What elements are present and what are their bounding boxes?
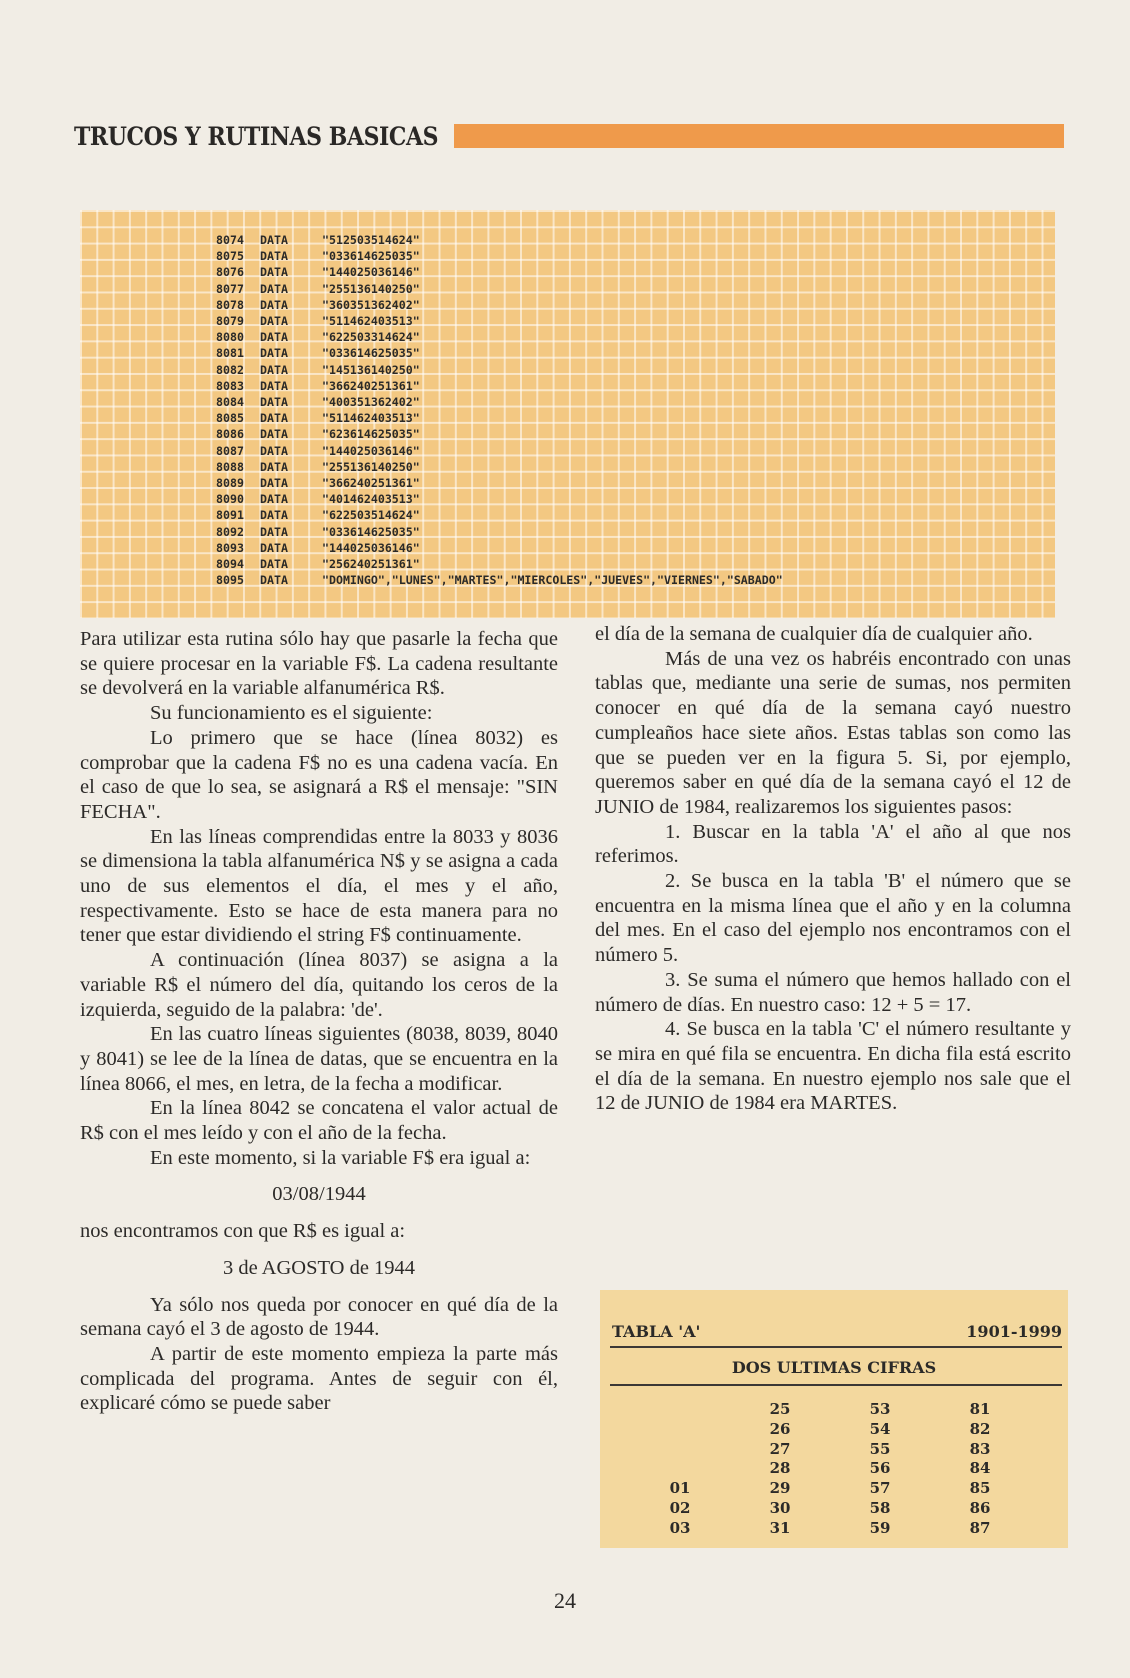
step-item: 3. Se suma el número que hemos hallado con el número de días. En nuestro caso: 12 + 5 = 17. <box>595 968 1071 1016</box>
table-cell: 56 <box>869 1459 891 1478</box>
code-line <box>216 248 783 264</box>
code-value: "401462403513" <box>322 492 420 507</box>
code-line-number: 8077 <box>216 281 244 296</box>
code-line <box>216 297 783 313</box>
code-line <box>216 345 783 361</box>
code-value: "622503314624" <box>322 330 420 345</box>
paragraph: En este momento, si la variable F$ era igual a: <box>150 1146 531 1169</box>
code-keyword: DATA <box>260 524 288 539</box>
code-keyword: DATA <box>260 314 288 329</box>
code-line <box>216 329 783 345</box>
table-cell: 27 <box>769 1439 791 1458</box>
code-line <box>216 475 783 491</box>
code-line <box>216 281 783 297</box>
code-line-number: 8080 <box>216 330 244 345</box>
table-cell: 29 <box>769 1479 791 1498</box>
code-line <box>216 394 783 410</box>
code-keyword: DATA <box>260 378 288 393</box>
table-cell: 53 <box>869 1400 891 1418</box>
code-line-number: 8092 <box>216 524 244 539</box>
code-line-number: 8091 <box>216 508 244 523</box>
code-line-number: 8088 <box>216 459 244 474</box>
table-grid <box>630 1400 1050 1539</box>
code-value: "623614625035" <box>322 427 420 442</box>
code-line-number: 8076 <box>216 265 244 280</box>
table-cell: 54 <box>869 1419 891 1438</box>
code-value: "033614625035" <box>322 346 420 361</box>
code-value: "360351362402" <box>322 297 420 312</box>
code-value: "144025036146" <box>322 265 420 280</box>
paragraph: A partir de este momento empieza la parte más complicada del programa. Antes de seguir con él, explicaré cómo se puede saber <box>80 1342 558 1415</box>
code-line <box>216 556 783 572</box>
section-title: TRUCOS Y RUTINAS BASICAS <box>74 122 439 151</box>
paragraph: nos encontramos con que R$ es igual a: <box>80 1220 406 1243</box>
code-line <box>216 410 783 426</box>
code-value: "400351362402" <box>322 395 420 410</box>
paragraph: En la línea 8042 se concatena el valor actual de R$ con el mes leído y con el año de la fecha. <box>80 1097 558 1145</box>
code-keyword: DATA <box>260 362 288 377</box>
code-line <box>216 313 783 329</box>
code-line <box>216 572 783 588</box>
code-line-number: 8095 <box>216 573 244 588</box>
paragraph: A continuación (línea 8037) se asigna a la variable R$ el número del día, quitando los ceros de la izquierda, seguido de la palabra: 'de'. <box>80 949 558 1021</box>
right-column <box>595 622 1071 1116</box>
header-accent-bar <box>454 124 1064 148</box>
code-keyword: DATA <box>260 573 288 588</box>
code-value: "366240251361" <box>322 476 420 491</box>
table-cell <box>630 1400 730 1420</box>
code-keyword: DATA <box>260 540 288 555</box>
code-listing <box>216 232 783 588</box>
table-cell: 02 <box>669 1498 691 1517</box>
code-value: "255136140250" <box>322 281 420 296</box>
page-header <box>74 120 1064 156</box>
code-keyword: DATA <box>260 233 288 247</box>
code-line-number: 8094 <box>216 557 244 572</box>
example-result: 3 de AGOSTO de 1944 <box>222 1256 416 1279</box>
table-cell: 82 <box>969 1419 991 1438</box>
code-line <box>216 362 783 378</box>
code-keyword: DATA <box>260 557 288 572</box>
code-line-number: 8086 <box>216 427 244 442</box>
code-line-number: 8089 <box>216 476 244 491</box>
code-value: "145136140250" <box>322 362 420 377</box>
code-value: "366240251361" <box>322 378 420 393</box>
table-title: TABLA 'A' <box>612 1322 701 1341</box>
table-rule <box>610 1346 1062 1348</box>
code-value: "511462403513" <box>322 411 420 426</box>
code-value: "256240251361" <box>322 557 420 572</box>
code-line <box>216 378 783 394</box>
table-cell: 26 <box>769 1419 791 1438</box>
code-value: "512503514624" <box>322 233 420 247</box>
table-a <box>600 1290 1068 1548</box>
table-cell: 28 <box>769 1459 791 1478</box>
table-cell: 58 <box>869 1498 891 1517</box>
code-line-number: 8093 <box>216 540 244 555</box>
code-line-number: 8085 <box>216 411 244 426</box>
code-line <box>216 540 783 556</box>
code-line <box>216 491 783 507</box>
table-cell: 81 <box>969 1400 991 1418</box>
step-item: 2. Se busca en la tabla 'B' el número que se encuentra en la misma línea que el año y en la columna del mes. En el caso del ejemplo nos encontramos con el número 5. <box>595 870 1071 967</box>
table-rule <box>610 1384 1062 1386</box>
code-line <box>216 232 783 248</box>
table-range: 1901-1999 <box>966 1322 1062 1341</box>
code-line-number: 8079 <box>216 314 244 329</box>
code-keyword: DATA <box>260 476 288 491</box>
table-cell: 25 <box>769 1400 791 1418</box>
code-value: "622503514624" <box>322 508 420 523</box>
code-keyword: DATA <box>260 427 288 442</box>
paragraph: Lo primero que se hace (línea 8032) es comprobar que la cadena F$ no es una cadena vacía. En el caso de que lo sea, se asignará a R$ el mensaje: "SIN FECHA". <box>80 726 558 823</box>
page-number: 24 <box>554 1588 576 1613</box>
code-value: "144025036146" <box>322 540 420 555</box>
code-line <box>216 426 783 442</box>
code-keyword: DATA <box>260 330 288 345</box>
table-subtitle: DOS ULTIMAS CIFRAS <box>731 1358 937 1377</box>
table-cell: 85 <box>969 1479 991 1498</box>
code-line <box>216 524 783 540</box>
code-line <box>216 264 783 280</box>
code-keyword: DATA <box>260 443 288 458</box>
left-column <box>80 627 558 1416</box>
code-keyword: DATA <box>260 459 288 474</box>
table-cell: 87 <box>969 1518 991 1537</box>
code-keyword: DATA <box>260 249 288 264</box>
code-value: "144025036146" <box>322 443 420 458</box>
code-line <box>216 443 783 459</box>
paragraph: Su funcionamiento es el siguiente: <box>150 702 433 725</box>
table-cell: 31 <box>769 1518 791 1537</box>
example-date: 03/08/1944 <box>272 1183 366 1206</box>
code-keyword: DATA <box>260 411 288 426</box>
step-item: 4. Se busca en la tabla 'C' el número resultante y se mira en qué fila se encuentra. En dicha fila está escrito el día de la semana. En nuestro ejemplo nos sale que el 12 de JUNIO de 1984 era MARTES. <box>595 1018 1071 1115</box>
table-cell: 55 <box>869 1439 891 1458</box>
table-cell: 86 <box>969 1498 991 1517</box>
step-item: 1. Buscar en la tabla 'A' el año al que nos referimos. <box>595 820 1071 868</box>
paragraph: Ya sólo nos queda por conocer en qué día de la semana cayó el 3 de agosto de 1944. <box>80 1293 558 1341</box>
table-cell: 30 <box>769 1498 791 1517</box>
table-cell <box>630 1440 730 1460</box>
table-cell <box>630 1459 730 1479</box>
paragraph: el día de la semana de cualquier día de cualquier año. <box>595 623 1033 645</box>
paragraph: Para utilizar esta rutina sólo hay que pasarle la fecha que se quiere procesar en la variable F$. La cadena resultante se devolverá en la variable alfanumérica R$. <box>80 628 558 700</box>
code-line-number: 8075 <box>216 249 244 264</box>
table-cell: 03 <box>669 1518 691 1537</box>
code-keyword: DATA <box>260 346 288 361</box>
table-cell: 57 <box>869 1479 891 1498</box>
code-line-number: 8087 <box>216 443 244 458</box>
code-keyword: DATA <box>260 492 288 507</box>
code-line <box>216 507 783 523</box>
code-line-number: 8078 <box>216 297 244 312</box>
code-line-number: 8082 <box>216 362 244 377</box>
code-line-number: 8074 <box>216 233 244 247</box>
code-value: "033614625035" <box>322 249 420 264</box>
code-keyword: DATA <box>260 395 288 410</box>
table-cell: 83 <box>969 1439 991 1458</box>
code-line-number: 8090 <box>216 492 244 507</box>
table-cell: 59 <box>869 1518 891 1537</box>
code-value: "511462403513" <box>322 314 420 329</box>
code-line <box>216 459 783 475</box>
paragraph: En las cuatro líneas siguientes (8038, 8039, 8040 y 8041) se lee de la línea de datas, que se encuentra en la línea 8066, el mes, en letra, de la fecha a modificar. <box>80 1023 558 1095</box>
code-line-number: 8084 <box>216 395 244 410</box>
paragraph: En las líneas comprendidas entre la 8033 y 8036 se dimensiona la tabla alfanumérica N$ y se asigna a cada uno de sus elementos el día, el mes y el año, respectivamente. Esto se hace de esta manera para no tener que estar dividiendo el string F$ continuamente. <box>80 825 558 947</box>
code-keyword: DATA <box>260 281 288 296</box>
paragraph: Más de una vez os habréis encontrado con unas tablas que, mediante una serie de sumas, nos permiten conocer en qué día de la semana cayó nuestro cumpleaños hace siete años. Estas tablas son como las que se pueden ver en la figura 5. Si, por ejemplo, queremos saber en qué día de la semana cayó el 12 de JUNIO de 1984, realizaremos los siguientes pasos: <box>595 647 1071 818</box>
code-line-number: 8081 <box>216 346 244 361</box>
code-value: "DOMINGO","LUNES","MARTES","MIERCOLES","JUEVES","VIERNES","SABADO" <box>322 573 783 588</box>
code-keyword: DATA <box>260 297 288 312</box>
table-cell: 84 <box>969 1459 991 1478</box>
table-cell: 01 <box>669 1479 691 1498</box>
code-line-number: 8083 <box>216 378 244 393</box>
table-cell <box>630 1420 730 1440</box>
code-value: "255136140250" <box>322 459 420 474</box>
code-keyword: DATA <box>260 265 288 280</box>
code-value: "033614625035" <box>322 524 420 539</box>
code-keyword: DATA <box>260 508 288 523</box>
